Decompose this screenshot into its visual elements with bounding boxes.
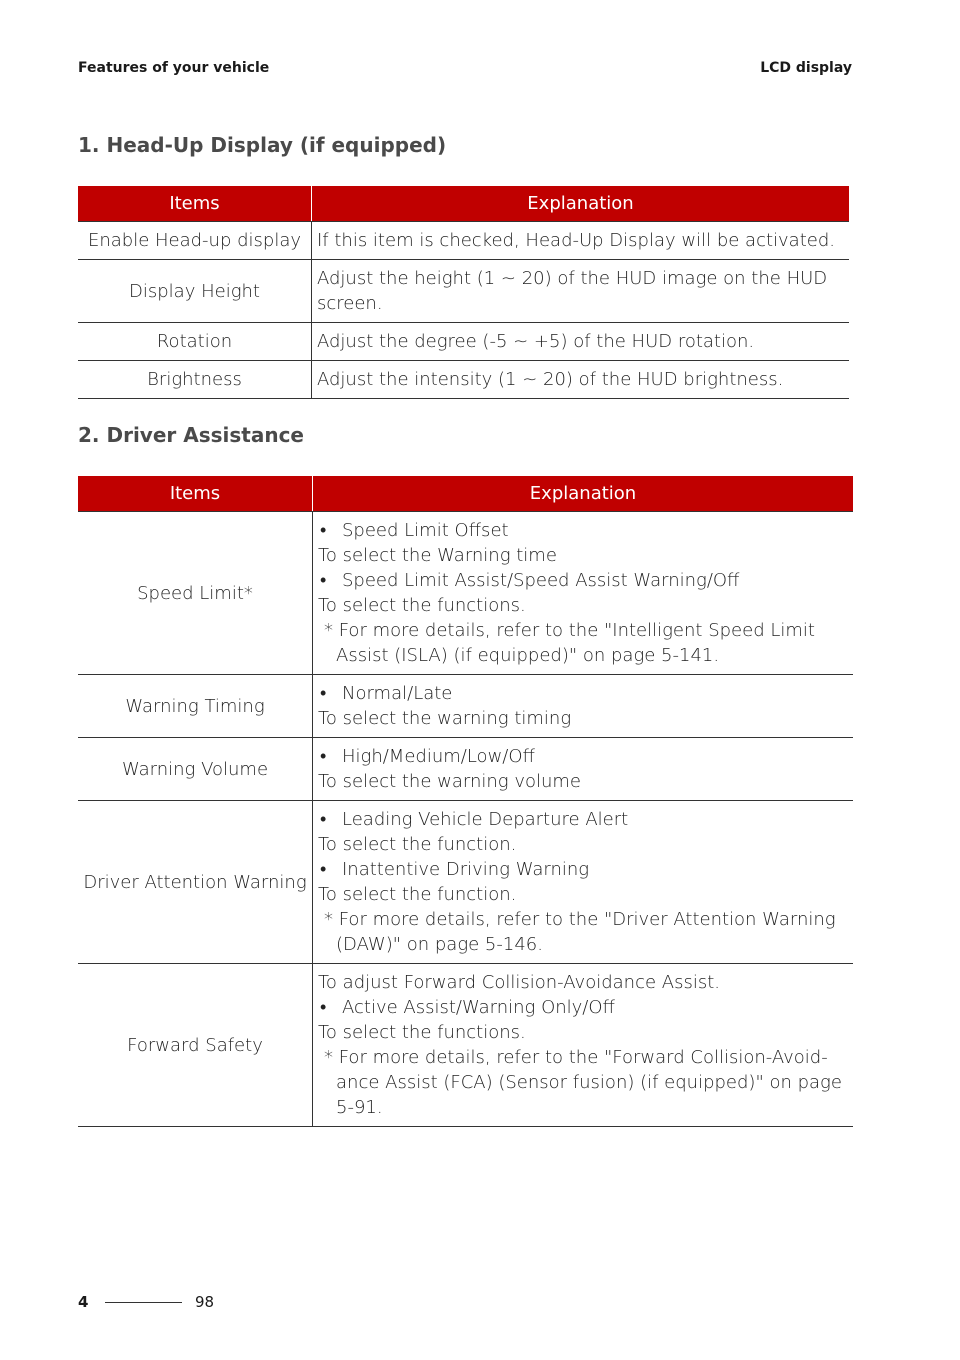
column-header-explanation: Explanation [312, 186, 850, 222]
table-row [78, 222, 849, 260]
item-cell: Display Height [78, 260, 312, 323]
explanation-cell [313, 801, 854, 964]
bullet-item: • Speed Limit Assist/Speed Assist Warning/Off [318, 568, 849, 593]
running-header-left: Features of your vehicle [78, 60, 270, 76]
bullet-item: • Leading Vehicle Departure Alert [318, 807, 849, 832]
explanation-text: Adjust the intensity (1 ~ 20) of the HUD brightness. [317, 369, 784, 390]
table-header-row [78, 186, 849, 222]
column-header-explanation: Explanation [313, 476, 854, 512]
table-row [78, 361, 849, 399]
explanation-text: To select the functions. [318, 595, 526, 616]
table-row [78, 738, 853, 801]
explanation-cell [312, 260, 850, 323]
table-row [78, 675, 853, 738]
item-cell: Speed Limit* [78, 512, 313, 675]
item-cell: Warning Timing [78, 675, 313, 738]
table-row [78, 260, 849, 323]
chapter-number: 4 [78, 1293, 89, 1311]
item-cell: Warning Volume [78, 738, 313, 801]
explanation-cell [313, 964, 854, 1127]
head-up-display-table [78, 186, 849, 399]
explanation-text: To select the function. [318, 884, 517, 905]
table-row [78, 801, 853, 964]
table-body [78, 512, 853, 1127]
item-cell: Forward Safety [78, 964, 313, 1127]
item-cell: Enable Head-up display [78, 222, 312, 260]
column-header-items: Items [78, 186, 312, 222]
footnote-text: * For more details, refer to the "Driver Attention Warning (DAW)" on page 5-146. [324, 909, 836, 955]
table-row [78, 964, 853, 1127]
table-row [78, 323, 849, 361]
explanation-text: To adjust Forward Collision-Avoidance Assist. [318, 972, 720, 993]
bullet-item: • Speed Limit Offset [318, 518, 849, 543]
bullet-item: • High/Medium/Low/Off [318, 744, 849, 769]
footnote-text: * For more details, refer to the "Intelligent Speed Limit Assist (ISLA) (if equipped)" on page 5-141. [324, 620, 815, 666]
item-cell: Rotation [78, 323, 312, 361]
explanation-cell [312, 323, 850, 361]
page-number: 98 [195, 1293, 215, 1311]
explanation-cell [313, 738, 854, 801]
explanation-text: Adjust the degree (-5 ~ +5) of the HUD rotation. [317, 331, 755, 352]
table-body [78, 222, 849, 399]
explanation-text: To select the warning volume [318, 771, 581, 792]
table-header-row [78, 476, 853, 512]
section-title-driver-assistance: 2. Driver Assistance [78, 423, 304, 447]
column-header-items: Items [78, 476, 313, 512]
explanation-cell [312, 361, 850, 399]
explanation-text: To select the functions. [318, 1022, 526, 1043]
bullet-item: • Normal/Late [318, 681, 849, 706]
explanation-text: To select the function. [318, 834, 517, 855]
explanation-cell [313, 512, 854, 675]
explanation-text: To select the Warning time [318, 545, 557, 566]
explanation-text: To select the warning timing [318, 708, 572, 729]
explanation-cell [313, 675, 854, 738]
footnote-text: * For more details, refer to the "Forward Collision-Avoid-ance Assist (FCA) (Sensor fusion) (if equipped)" on page 5-91. [324, 1047, 842, 1118]
explanation-cell [312, 222, 850, 260]
item-cell: Brightness [78, 361, 312, 399]
section-title-head-up-display: 1. Head-Up Display (if equipped) [78, 133, 447, 157]
explanation-text: Adjust the height (1 ~ 20) of the HUD image on the HUD screen. [317, 268, 828, 314]
table-row [78, 512, 853, 675]
item-cell: Driver Attention Warning [78, 801, 313, 964]
explanation-text: If this item is checked, Head-Up Display will be activated. [317, 230, 835, 251]
footer-divider [105, 1302, 182, 1303]
bullet-item: • Inattentive Driving Warning [318, 857, 849, 882]
running-header-right: LCD display [760, 60, 852, 76]
driver-assistance-table [78, 476, 853, 1127]
bullet-item: • Active Assist/Warning Only/Off [318, 995, 849, 1020]
